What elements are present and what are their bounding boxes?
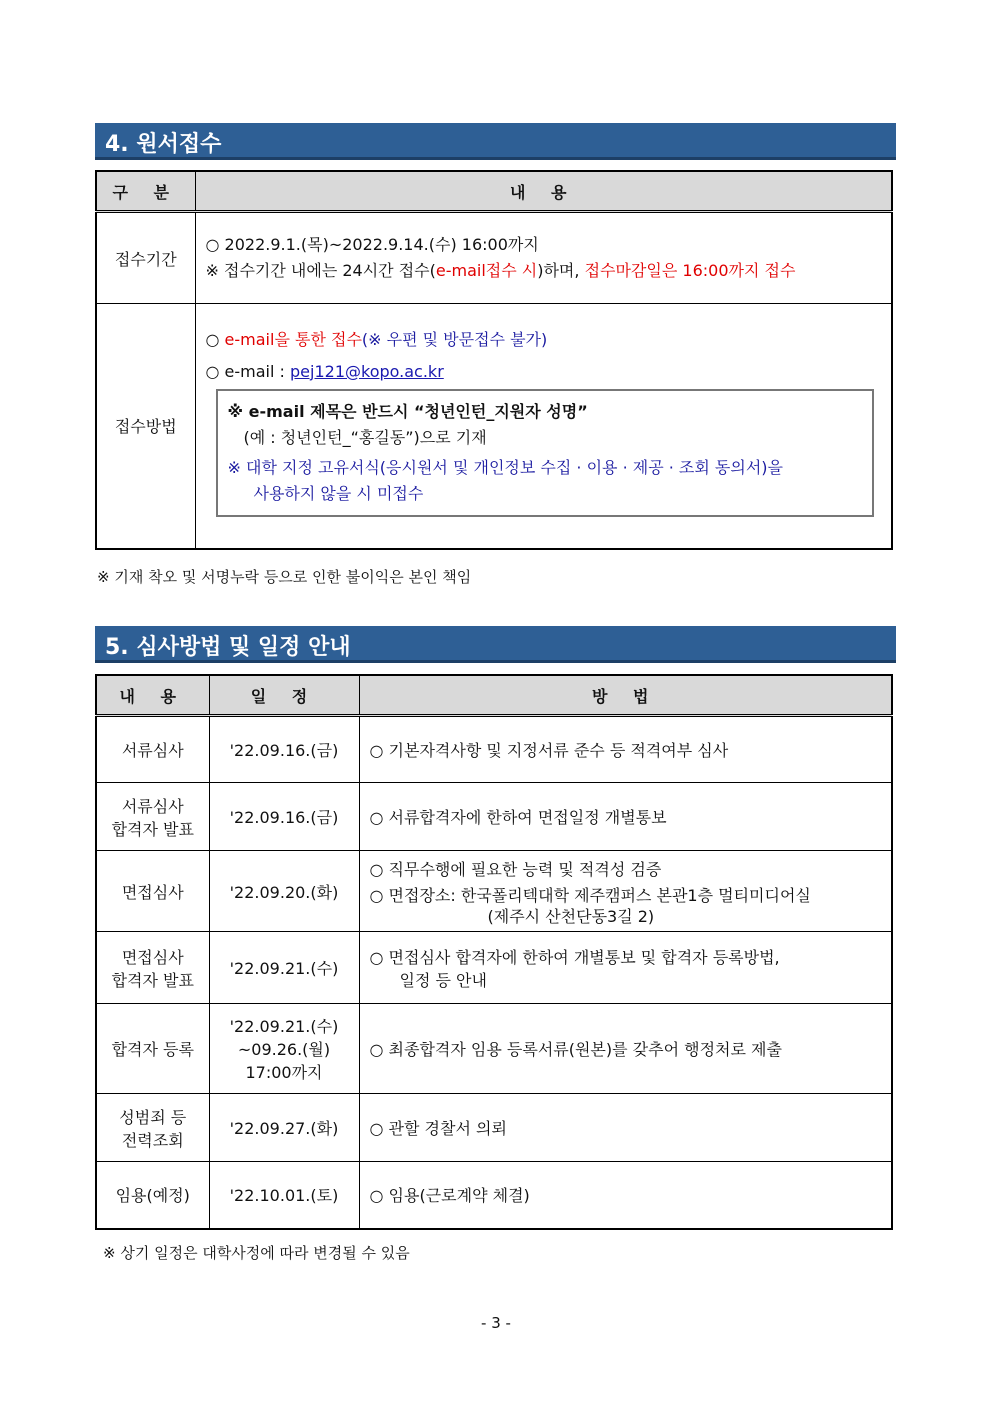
table-row bbox=[96, 783, 892, 851]
row-item: 성범죄 등 전력조회 bbox=[96, 1094, 209, 1162]
section-5-header bbox=[95, 626, 896, 663]
row-method: ○ 면접심사 합격자에 한하여 개별통보 및 합격자 등록방법, 일정 등 안내 bbox=[359, 932, 892, 1004]
row-method: ○ 서류합격자에 한하여 면접일정 개별통보 bbox=[359, 783, 892, 851]
section-5-title: 5. 심사방법 및 일정 안내 bbox=[105, 635, 351, 660]
row-method: ○ 임용(근로계약 체결) bbox=[359, 1162, 892, 1229]
col-date-header: 일 정 bbox=[209, 675, 359, 716]
row-item: 면접심사 합격자 발표 bbox=[96, 932, 209, 1004]
row-method: ○ 직무수행에 필요한 능력 및 적격성 검증 ○ 면접장소: 한국폴리텍대학 제주캠퍼스 본관1층 멀티미디어실 (제주시 산천단동3길 2) bbox=[359, 851, 892, 932]
row-date: '22.09.21.(수) bbox=[209, 932, 359, 1004]
method-content bbox=[195, 304, 892, 549]
col-method-header: 방 법 bbox=[359, 675, 892, 716]
section-4-title: 4. 원서접수 bbox=[105, 132, 222, 157]
row-date: '22.09.16.(금) bbox=[209, 716, 359, 783]
email-subject-notice: ※ e-mail 제목은 반드시 “청년인턴_지원자 성명” (예 : 청년인턴_“홍길동”)으로 기재 ※ 대학 지정 고유서식(응시원서 및 개인정보 수집 · 이용 · 제공 · 조회 동의서)을 사용하지 않을 시 미접수 bbox=[216, 389, 875, 517]
row-method: ○ 관할 경찰서 의뢰 bbox=[359, 1094, 892, 1162]
col-category-header: 구 분 bbox=[96, 171, 195, 212]
period-label: 접수기간 bbox=[96, 212, 195, 304]
row-item: 합격자 등록 bbox=[96, 1004, 209, 1094]
row-date: '22.09.20.(화) bbox=[209, 851, 359, 932]
row-date: '22.10.01.(토) bbox=[209, 1162, 359, 1229]
table-row bbox=[96, 932, 892, 1004]
section-5-footnote: ※ 상기 일정은 대학사정에 따라 변경될 수 있음 bbox=[103, 1244, 410, 1262]
application-table bbox=[95, 170, 893, 550]
table-row bbox=[96, 1004, 892, 1094]
row-item: 서류심사 bbox=[96, 716, 209, 783]
row-date: '22.09.16.(금) bbox=[209, 783, 359, 851]
row-method: ○ 기본자격사항 및 지정서류 준수 등 적격여부 심사 bbox=[359, 716, 892, 783]
table-row bbox=[96, 851, 892, 932]
period-note: ※ 접수기간 내에는 24시간 접수(e-mail접수 시)하며, 접수마감일은 16:00까지 접수 bbox=[205, 261, 796, 280]
method-email-submission: ○ e-mail을 통한 접수(※ 우편 및 방문접수 불가) bbox=[205, 329, 548, 349]
table-row bbox=[96, 1162, 892, 1229]
period-dates: ○ 2022.9.1.(목)~2022.9.14.(수) 16:00까지 bbox=[205, 235, 539, 254]
section-4-header bbox=[95, 123, 896, 160]
row-method: ○ 최종합격자 임용 등록서류(원본)를 갖추어 행정처로 제출 bbox=[359, 1004, 892, 1094]
method-email-address: ○ e-mail : pej121@kopo.ac.kr bbox=[205, 361, 444, 381]
schedule-table bbox=[95, 674, 893, 1230]
period-content bbox=[195, 212, 892, 304]
row-date: '22.09.21.(수) ~09.26.(월) 17:00까지 bbox=[209, 1004, 359, 1094]
row-item: 서류심사 합격자 발표 bbox=[96, 783, 209, 851]
table-row bbox=[96, 1094, 892, 1162]
email-link[interactable]: pej121@kopo.ac.kr bbox=[290, 361, 444, 381]
col-item-header: 내 용 bbox=[96, 675, 209, 716]
section-4-footnote: ※ 기재 착오 및 서명누락 등으로 인한 불이익은 본인 책임 bbox=[97, 568, 472, 586]
row-item: 임용(예정) bbox=[96, 1162, 209, 1229]
row-date: '22.09.27.(화) bbox=[209, 1094, 359, 1162]
row-item: 면접심사 bbox=[96, 851, 209, 932]
method-label: 접수방법 bbox=[96, 304, 195, 549]
table-row bbox=[96, 716, 892, 783]
page-number: - 3 - bbox=[481, 1314, 511, 1332]
col-content-header: 내 용 bbox=[195, 171, 892, 212]
